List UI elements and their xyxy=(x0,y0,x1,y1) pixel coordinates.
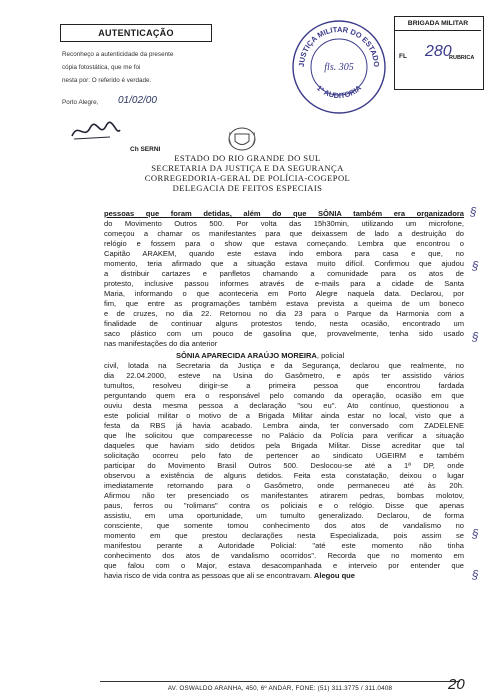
body-line: do Movimento Outros 500. Por volta das 15h30min, utilizando um microfone, xyxy=(104,219,464,228)
header-state: ESTADO DO RIO GRANDE DO SUL xyxy=(174,153,321,163)
body-line: pessoas que foram detidas, além do que SÔNIA também era organizadora xyxy=(104,209,464,218)
margin-check-icon: § xyxy=(472,330,479,344)
body-line: que lhe solicitou que comparecesse no Palácio da Polícia para verificar a situação xyxy=(104,431,464,440)
stamp-footer: Ch SERNI xyxy=(130,146,161,153)
body-line: SÔNIA APARECIDA ARAÚJO MOREIRA, policial xyxy=(176,351,345,360)
margin-check-icon: § xyxy=(472,259,479,273)
body-line: que falou com o Major, estava desacompanhada e interveio por entender que xyxy=(104,561,464,570)
body-line: festa da RBS já havia acabado. Lembra ainda, ter conversado com ZADELENE xyxy=(104,421,464,430)
header-delegacia: DELEGACIA DE FEITOS ESPECIAIS xyxy=(172,183,323,193)
body-line: momento, teria afirmado que a situação estava muito difícil. Confirmou que ajudou xyxy=(104,259,464,268)
page-number: 20 xyxy=(448,676,465,693)
state-crest-icon xyxy=(226,126,258,152)
stamp-date: 01/02/00 xyxy=(118,95,157,106)
margin-check-icon: § xyxy=(470,205,477,219)
stamp-line: Porto Alegre, xyxy=(62,99,99,106)
margin-check-icon: § xyxy=(472,527,479,541)
body-line: Afirmou não ter presenciado os manifestantes atirarem pedras, bombas molotov, xyxy=(104,491,464,500)
body-line: Maria, informando o que aconteceria em Porto Alegre naquela data. Declarou, por xyxy=(104,289,464,298)
body-line: finalidade de continuar alguns protestos tendo, nesta ocasião, encontrado um xyxy=(104,319,464,328)
body-line: fim, que entre as programações também estava prevista a queima de um boneco xyxy=(104,299,464,308)
body-line: a distribuir cartazes e panfletos chamando a comunidade para os atos de xyxy=(104,269,464,278)
seal-center-text: fls. 305 xyxy=(324,62,354,73)
seal-bottom-text: 1ª AUDITORIA xyxy=(314,83,364,101)
folha-number: 280 xyxy=(425,43,452,60)
body-line: este policial militar o motivo de a Brigada Militar ainda estar no local, visto que a xyxy=(104,411,464,420)
body-line: relógio e fossem para o show que estava começando. Lembra que encontrou o xyxy=(104,239,464,248)
body-line: assistiu, em uma oportunidade, um tumulto generalizado. Declarou, de forma xyxy=(104,511,464,520)
header-secretaria: SECRETARIA DA JUSTIÇA E DA SEGURANÇA xyxy=(151,163,344,173)
brigada-title: BRIGADA MILITAR xyxy=(395,17,481,31)
stamp-line: nesta por: O referido é verdade. xyxy=(62,77,152,84)
authentication-stamp xyxy=(60,24,212,152)
body-line: havia risco de vida contra as pessoas que ali se encontravam. Alegou que xyxy=(104,571,355,580)
witness-name: SÔNIA APARECIDA ARAÚJO MOREIRA xyxy=(176,351,317,360)
body-line: protesto, inclusive passou informes através de e-mails para a cidade de Santa xyxy=(104,279,464,288)
body-line: daqueles que haviam sido detidos pela Brigada Militar. Disse acreditar que tal xyxy=(104,441,464,450)
body-line: consciente, que somente tomou conhecimento dos atos de vandalismo no xyxy=(104,521,464,530)
margin-check-icon: § xyxy=(472,568,479,582)
svg-text:1ª AUDITORIA xyxy=(315,83,364,100)
body-line: saco plástico com um pouco de gasolina que, provavelmente, tenha sido usado xyxy=(104,329,464,338)
body-line: ouviu desta mesma pessoa a declaração "sou eu". Ato contínuo, questionou a xyxy=(104,401,464,410)
footer-divider xyxy=(100,681,460,682)
body-line: paus, ferros ou "rolimans" contra os policiais e o relógio. Disse que apenas xyxy=(104,501,464,510)
body-line: começou a chamar os manifestantes para que deixassem de lado a destruição do xyxy=(104,229,464,238)
signature-icon xyxy=(70,120,122,142)
stamp-line: Reconheço a autenticidade da presente xyxy=(62,51,174,58)
stamp-line: cópia fotostática, que me foi xyxy=(62,64,141,71)
body-line: nas manifestações do dia anterior xyxy=(104,339,218,348)
auditoria-seal-icon xyxy=(290,18,388,116)
body-line: solicitação ocorreu pelo fato de pertencer ao sindicato UGEIRM e também xyxy=(104,451,464,460)
body-line: civil, lotada na Secretaria da Justiça e da Segurança, declarou que realmente, no xyxy=(104,361,464,370)
body-line: e de cruzes, no dia 22. Retornou no dia 23 para o Parque da Harmonia com a xyxy=(104,309,464,318)
body-line: perguntando quem era o responsável pelo comando da operação, ocasião em que xyxy=(104,391,464,400)
body-line: tumultos, resolveu dirigir-se a primeira pessoa que encontrou fardada xyxy=(104,381,464,390)
body-line: momento em que prestou declarações nesta Especializada, pois assim se xyxy=(104,531,464,540)
brigada-militar-box xyxy=(394,16,484,90)
seal-top-text: JUSTIÇA MILITAR DO ESTADO xyxy=(296,24,382,68)
body-line: participar do Movimento Brasil Outros 500. Deslocou-se até a 1ª DP, onde xyxy=(104,461,464,470)
stamp-title: AUTENTICAÇÃO xyxy=(60,24,212,42)
folha-label: FL xyxy=(399,53,407,60)
rubrica-label: RUBRICA xyxy=(449,55,475,61)
body-line: conhecimento dos atos de vandalismo ocorridos". Recorda que no momento em xyxy=(104,551,464,560)
body-line: imediatamente retornando para o Gasômetro, onde permaneceu até às 20h. xyxy=(104,481,464,490)
body-line: observou a existência de alguns detidos. Feita esta constatação, deixou o lugar xyxy=(104,471,464,480)
body-line: dia 22.04.2000, esteve na Usina do Gasômetro, e após ter assistido vários xyxy=(104,371,464,380)
body-line: manifestou perante a Autoridade Policial: "até este momento não tinha xyxy=(104,541,464,550)
body-line: Capitão ARAKEM, quando este estava indo embora para casa e que, no xyxy=(104,249,464,258)
header-corregedoria: CORREGEDORIA-GERAL DE POLÍCIA-COGEPOL xyxy=(144,173,351,183)
footer-address: AV. OSWALDO ARANHA, 450, 6º ANDAR, FONE: (51) 311.3775 / 311.0408 xyxy=(167,685,393,692)
